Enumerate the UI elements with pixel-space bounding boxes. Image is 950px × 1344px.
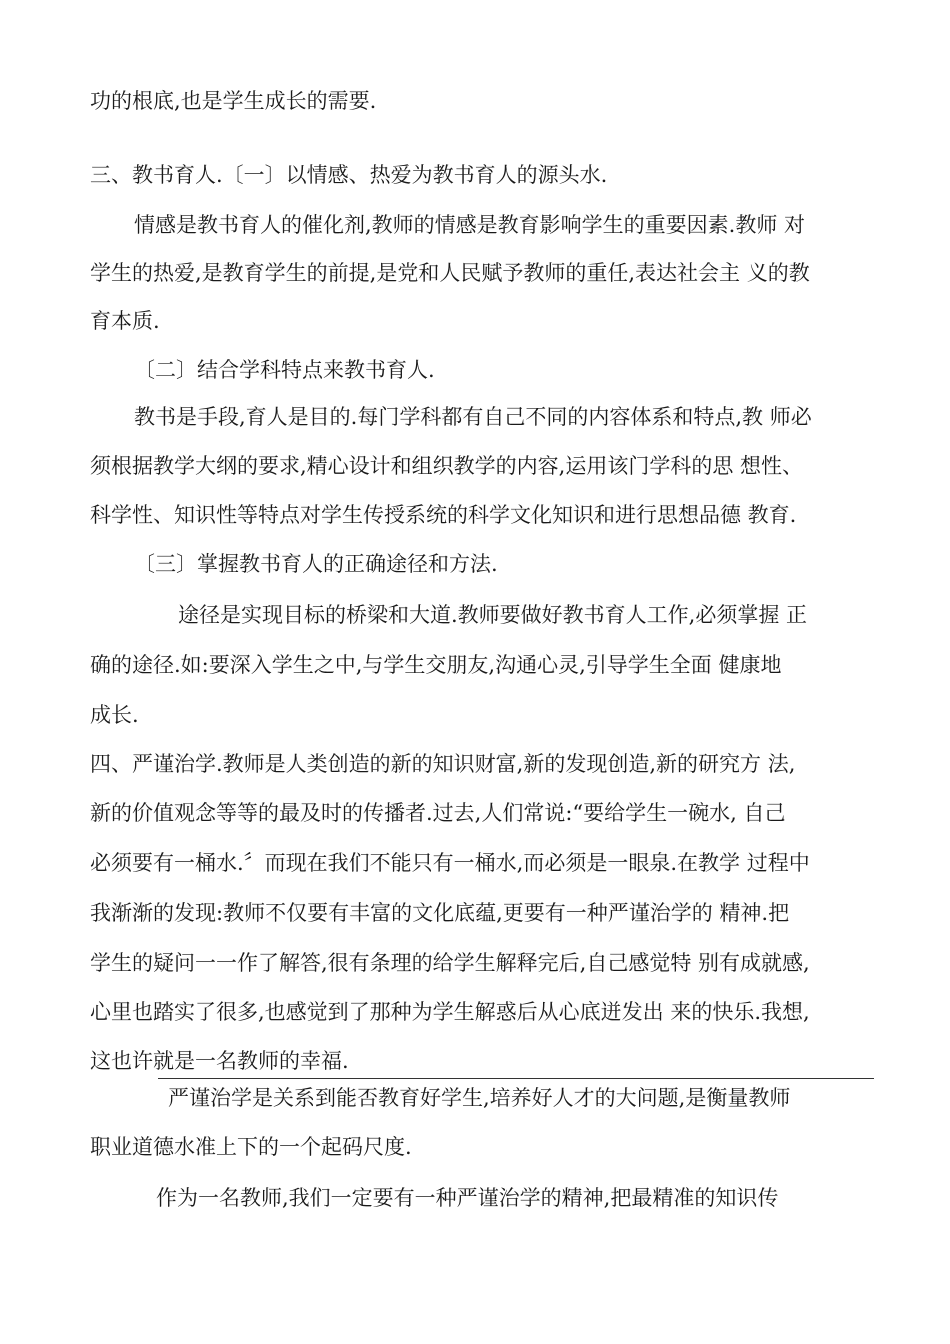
text-line: 情感是教书育人的催化剂,教师的情感是教育影响学生的重要因素.教师 对: [134, 213, 806, 237]
text-line: 成长.: [90, 703, 139, 727]
subsection-heading: 〔二〕结合学科特点来教书育人.: [134, 358, 435, 382]
text-line: 教书是手段,育人是目的.每门学科都有自己不同的内容体系和特点,教 师必: [134, 405, 812, 429]
text-line: 功的根底,也是学生成长的需要.: [90, 89, 377, 113]
text-line: 须根据教学大纲的要求,精心设计和组织教学的内容,运用该门学科的思 想性、: [90, 454, 804, 478]
section-heading: 四、严谨治学.教师是人类创造的新的知识财富,新的发现创造,新的研究方 法,: [90, 752, 796, 776]
text-line: 作为一名教师,我们一定要有一种严谨治学的精神,把最精准的知识传: [156, 1186, 779, 1210]
text-line: 学生的热爱,是教育学生的前提,是党和人民赋予教师的重任,表达社会主 义的教: [90, 261, 810, 285]
text-line: 学生的疑问一一作了解答,很有条理的给学生解释完后,自己感觉特 别有成就感,: [90, 951, 810, 975]
text-line: 新的价值观念等等的最及时的传播者.过去,人们常说:“要给学生一碗水, 自己: [90, 801, 786, 825]
text-line: 确的途径.如:要深入学生之中,与学生交朋友,沟通心灵,引导学生全面 健康地: [90, 653, 782, 677]
section-heading: 三、教书育人.〔一〕以情感、热爱为教书育人的源头水.: [90, 163, 608, 187]
horizontal-rule: [158, 1078, 874, 1079]
text-line: 必须要有一桶水.〞而现在我们不能只有一桶水,而必须是一眼泉.在教学 过程中: [90, 851, 810, 875]
text-line: 我渐渐的发现:教师不仅要有丰富的文化底蕴,更要有一种严谨治学的 精神.把: [90, 901, 790, 925]
text-line: 职业道德水准上下的一个起码尺度.: [90, 1135, 412, 1159]
text-line: 这也许就是一名教师的幸福.: [90, 1049, 349, 1073]
text-line: 心里也踏实了很多,也感觉到了那种为学生解惑后从心底迸发出 来的快乐.我想,: [90, 1000, 810, 1024]
subsection-heading: 〔三〕掌握教书育人的正确途径和方法.: [134, 552, 498, 576]
text-line: 严谨治学是关系到能否教育好学生,培养好人才的大问题,是衡量教师: [168, 1086, 791, 1110]
text-line: 科学性、知识性等特点对学生传授系统的科学文化知识和进行思想品德 教育.: [90, 503, 797, 527]
text-line: 育本质.: [90, 309, 160, 333]
text-line: 途径是实现目标的桥梁和大道.教师要做好教书育人工作,必须掌握 正: [178, 603, 808, 627]
